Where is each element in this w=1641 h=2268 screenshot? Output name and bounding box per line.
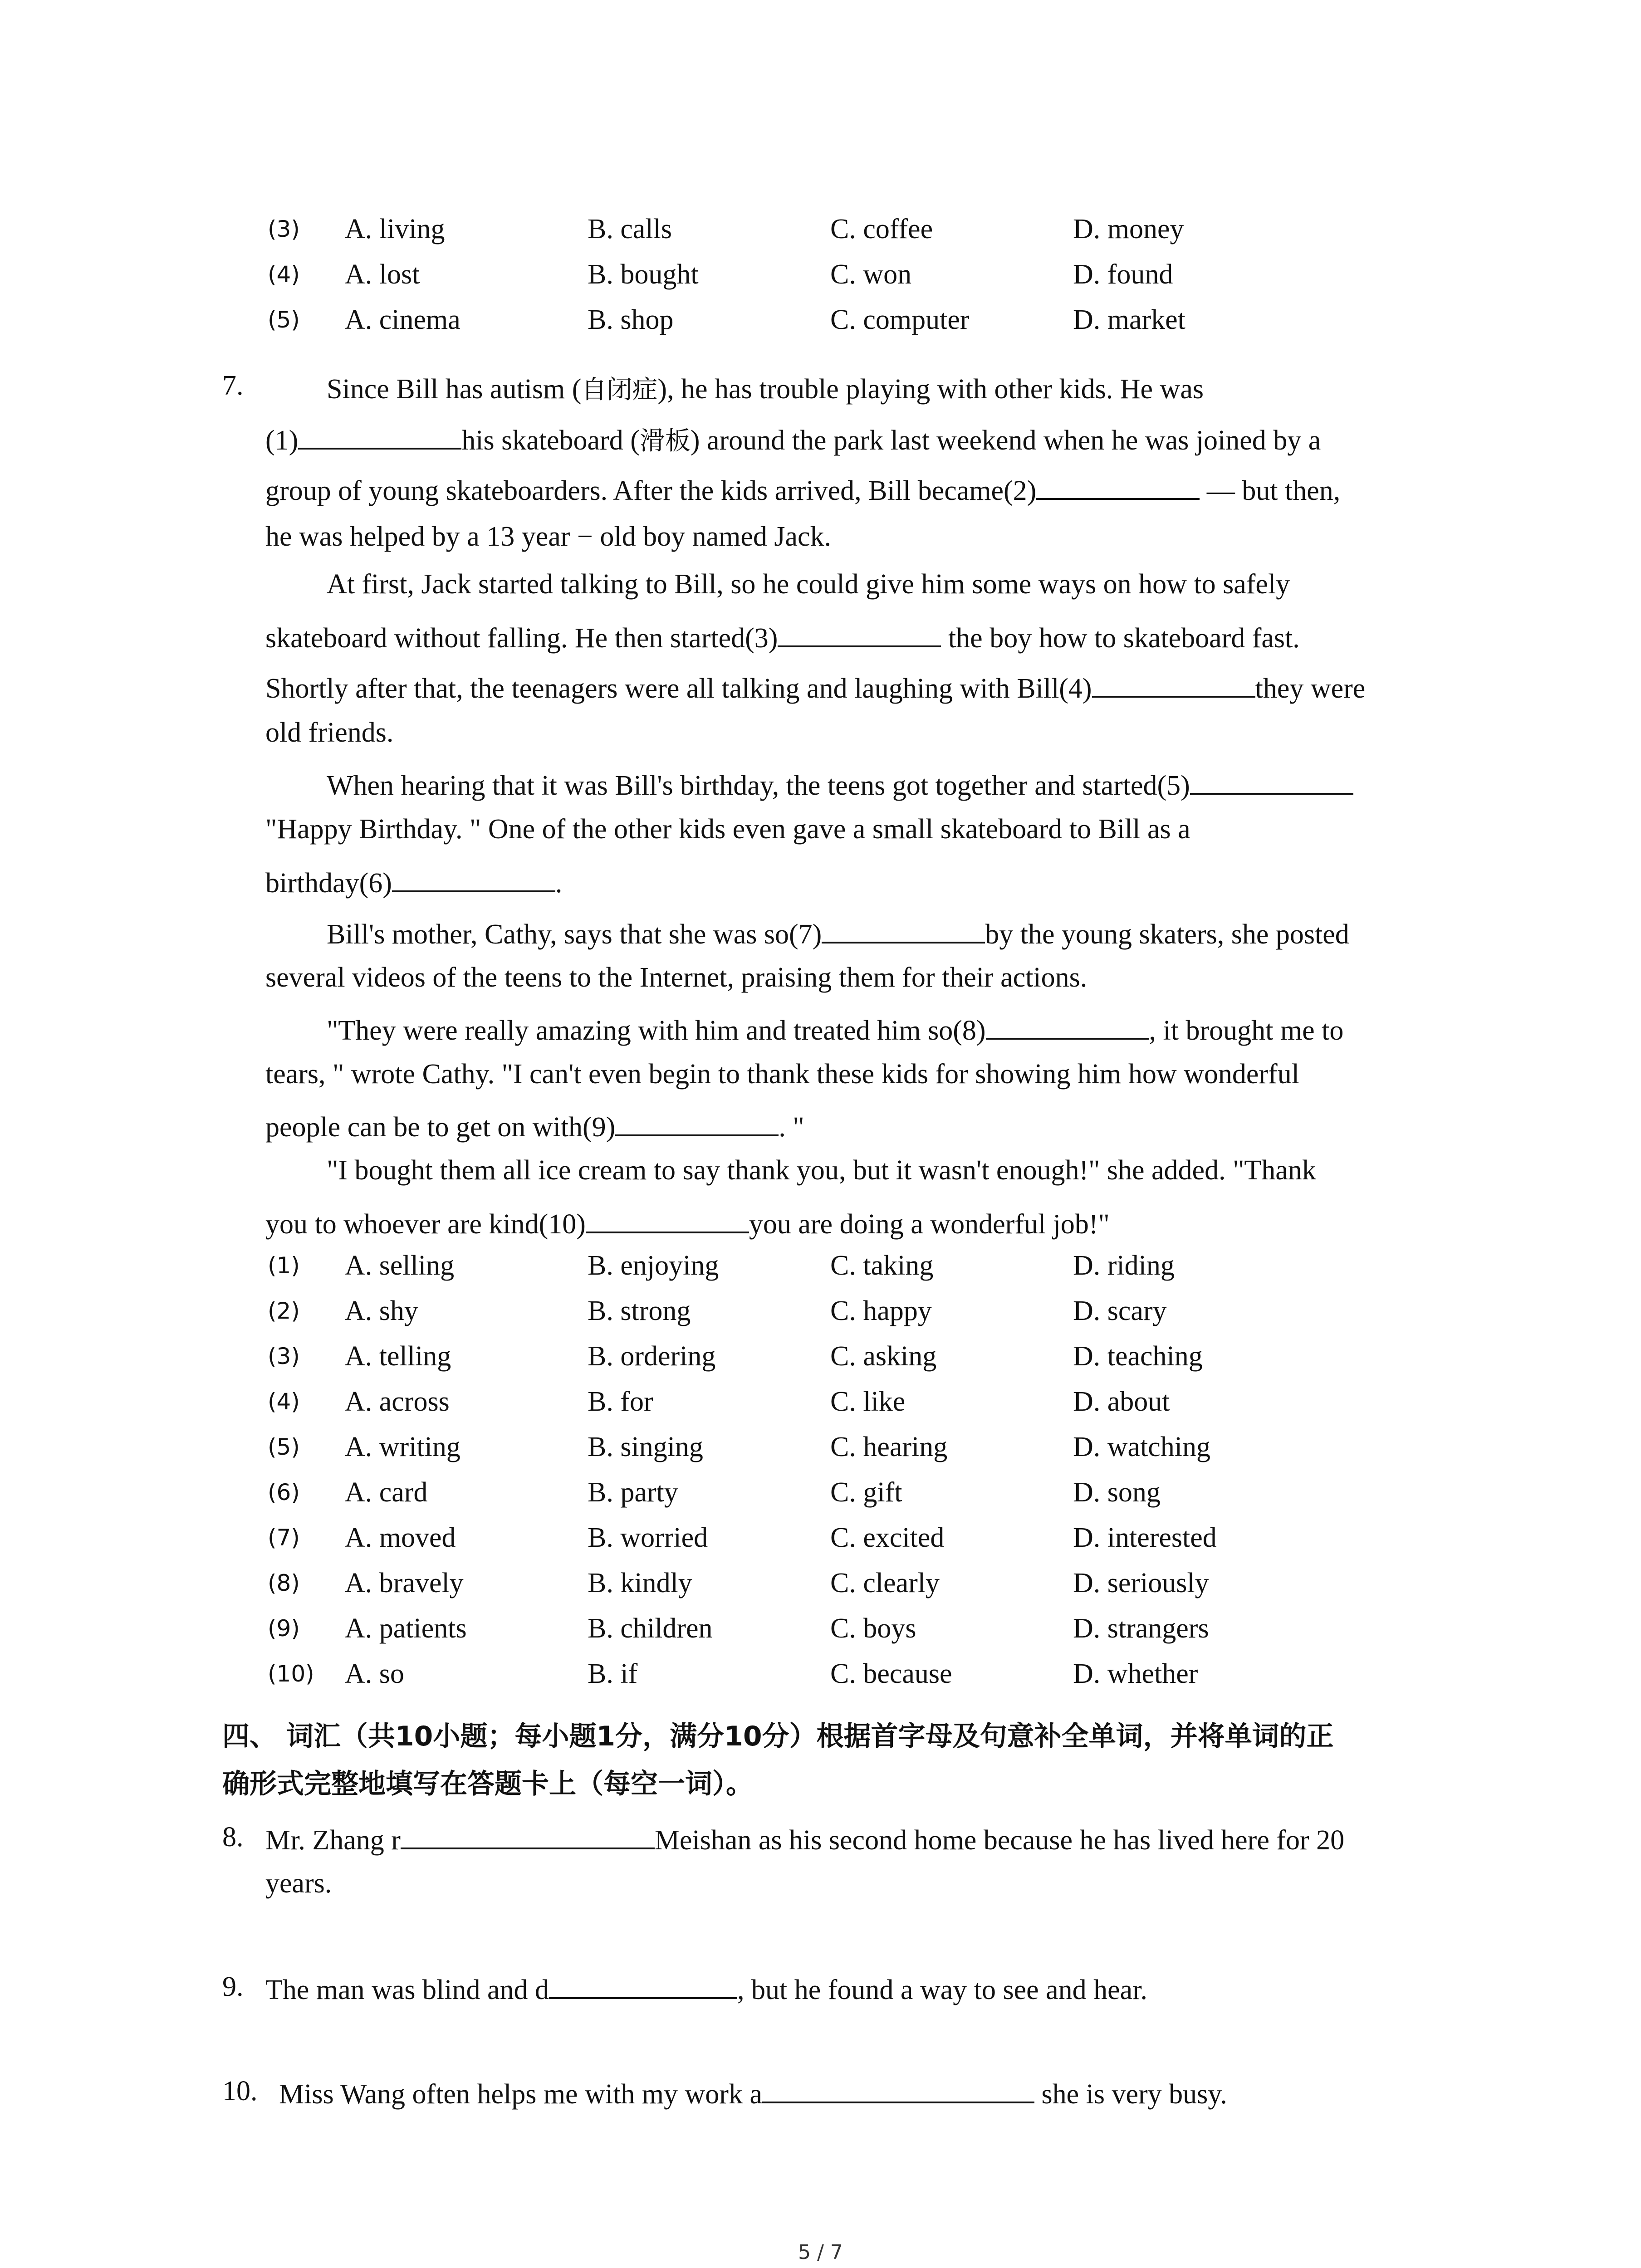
option-number: (5)	[268, 307, 300, 333]
option-d: D. strangers	[1073, 1613, 1209, 1644]
option-row	[268, 1658, 1538, 1694]
option-c: C. won	[830, 259, 912, 290]
option-a: A. so	[345, 1658, 404, 1689]
text: people can be to get on with(9)	[265, 1112, 616, 1143]
text: ), he has trouble playing with other kids. He was	[657, 374, 1204, 405]
option-d: D. teaching	[1073, 1341, 1203, 1372]
passage-line: he was helped by a 13 year − old boy named Jack.	[265, 521, 832, 552]
option-c: C. excited	[830, 1522, 945, 1553]
question-number: 7.	[222, 370, 244, 401]
text: . "	[779, 1112, 804, 1143]
text: you are doing a wonderful job!"	[749, 1209, 1110, 1240]
option-a: A. shy	[345, 1295, 418, 1326]
option-d: D. riding	[1073, 1250, 1175, 1281]
passage-line	[265, 619, 1300, 655]
option-row	[268, 1613, 1538, 1649]
text: The man was blind and d	[265, 1975, 549, 2005]
option-b: B. shop	[588, 304, 674, 335]
option-b: B. worried	[588, 1522, 708, 1553]
section-heading: 四、 词汇（共10小题；每小题1分，满分10分）根据首字母及句意补全单词，并将单词的正	[222, 1721, 1334, 1752]
option-row	[268, 1250, 1538, 1286]
option-a: A. living	[345, 214, 445, 244]
passage-line	[265, 864, 562, 899]
answer-blank-5[interactable]	[1190, 767, 1353, 795]
text: Bill's mother, Cathy, says that she was so(7)	[327, 919, 822, 950]
passage-line	[265, 1108, 804, 1144]
answer-blank-10[interactable]	[586, 1205, 749, 1233]
option-d: D. found	[1073, 259, 1173, 290]
question-number: 9.	[222, 1971, 244, 2002]
option-a: A. moved	[345, 1522, 456, 1553]
option-number: (4)	[268, 1388, 300, 1415]
option-a: A. lost	[345, 259, 420, 290]
option-number: (2)	[268, 1298, 300, 1324]
option-b: B. if	[588, 1658, 638, 1689]
option-row	[268, 213, 1538, 249]
answer-blank-q8[interactable]	[401, 1821, 655, 1849]
text: , it brought me to	[1149, 1015, 1344, 1046]
option-d: D. song	[1073, 1477, 1161, 1508]
text: group of young skateboarders. After the kids arrived, Bill became(2)	[265, 475, 1037, 506]
text: the boy how to skateboard fast.	[941, 623, 1300, 654]
option-b: B. strong	[588, 1295, 691, 1326]
answer-blank-1[interactable]	[298, 421, 461, 450]
option-d: D. market	[1073, 304, 1185, 335]
option-a: A. patients	[345, 1613, 467, 1644]
passage-line: tears, " wrote Cathy. "I can't even begin to thank these kids for showing him how wonderful	[265, 1059, 1299, 1090]
option-a: A. cinema	[345, 304, 460, 335]
passage-line	[265, 421, 1321, 457]
option-b: B. children	[588, 1613, 713, 1644]
option-a: A. writing	[345, 1432, 460, 1462]
option-d: D. about	[1073, 1386, 1170, 1417]
answer-blank-8[interactable]	[986, 1012, 1149, 1040]
text: Mr. Zhang r	[265, 1825, 401, 1856]
option-c: C. asking	[830, 1341, 937, 1372]
blank-number: (1)	[265, 425, 299, 456]
option-number: (9)	[268, 1615, 300, 1642]
question-9-line	[265, 1971, 1147, 2006]
passage-line	[265, 1205, 1110, 1241]
passage-line: several videos of the teens to the Internet, praising them for their actions.	[265, 962, 1087, 993]
text: Meishan as his second home because he has lived here for 20	[654, 1825, 1345, 1856]
text: — but then,	[1200, 475, 1341, 506]
option-row	[268, 1476, 1538, 1513]
text: Shortly after that, the teenagers were all talking and laughing with Bill(4)	[265, 673, 1092, 704]
option-b: B. for	[588, 1386, 653, 1417]
text: , but he found a way to see and hear.	[737, 1975, 1147, 2005]
option-number: (4)	[268, 261, 300, 288]
text: you to whoever are kind(10)	[265, 1209, 586, 1240]
option-c: C. clearly	[830, 1568, 940, 1598]
option-c: C. gift	[830, 1477, 902, 1508]
page-number: 5 / 7	[798, 2241, 843, 2264]
question-number: 8.	[222, 1822, 244, 1853]
option-c: C. boys	[830, 1613, 916, 1644]
option-number: (3)	[268, 1343, 300, 1369]
option-c: C. because	[830, 1658, 952, 1689]
passage-line	[327, 1012, 1343, 1047]
question-8-line	[265, 1821, 1344, 1857]
option-b: B. kindly	[588, 1568, 692, 1598]
answer-blank-q9[interactable]	[549, 1971, 737, 1999]
option-c: C. like	[830, 1386, 906, 1417]
option-row	[268, 304, 1538, 340]
passage-line: At first, Jack started talking to Bill, so he could give him some ways on how to safely	[327, 569, 1290, 600]
question-number: 10.	[222, 2076, 258, 2107]
option-b: B. bought	[588, 259, 699, 290]
answer-blank-3[interactable]	[778, 619, 941, 647]
text: ) around the park last weekend when he was joined by a	[690, 425, 1321, 456]
answer-blank-4[interactable]	[1092, 670, 1255, 698]
text: When hearing that it was Bill's birthday, the teens got together and started(5)	[327, 770, 1190, 801]
option-d: D. seriously	[1073, 1568, 1209, 1598]
option-b: B. singing	[588, 1432, 703, 1462]
option-a: A. bravely	[345, 1568, 464, 1598]
text: his skateboard (	[461, 425, 640, 456]
text: Miss Wang often helps me with my work a	[279, 2079, 762, 2110]
option-d: D. watching	[1073, 1432, 1211, 1462]
text: she is very busy.	[1034, 2079, 1227, 2110]
option-number: (1)	[268, 1252, 300, 1279]
option-row	[268, 1340, 1538, 1377]
question-8-line: years.	[265, 1868, 332, 1899]
text: "They were really amazing with him and treated him so(8)	[327, 1015, 986, 1046]
text: birthday(6)	[265, 868, 392, 899]
passage-line: old friends.	[265, 717, 394, 748]
passage-line	[327, 767, 1353, 802]
option-number: (10)	[268, 1661, 314, 1687]
section-heading: 确形式完整地填写在答题卡上（每空一词）。	[222, 1768, 753, 1800]
option-b: B. enjoying	[588, 1250, 719, 1281]
chinese-gloss: 自闭症	[581, 375, 658, 405]
passage-line: "Happy Birthday. " One of the other kids even gave a small skateboard to Bill as a	[265, 814, 1190, 845]
answer-blank-2[interactable]	[1036, 472, 1200, 500]
passage-line	[265, 472, 1340, 507]
option-row	[268, 1386, 1538, 1422]
option-a: A. card	[345, 1477, 428, 1508]
option-b: B. calls	[588, 214, 672, 244]
option-a: A. across	[345, 1386, 450, 1417]
passage-line: "I bought them all ice cream to say thank you, but it wasn't enough!" she added. "Thank	[327, 1155, 1316, 1186]
answer-blank-q10[interactable]	[762, 2075, 1034, 2103]
option-d: D. whether	[1073, 1658, 1198, 1689]
option-c: C. computer	[830, 304, 970, 335]
text: .	[555, 868, 563, 899]
option-c: C. coffee	[830, 214, 933, 244]
option-number: (7)	[268, 1525, 300, 1551]
option-row	[268, 259, 1538, 295]
option-number: (5)	[268, 1434, 300, 1460]
option-number: (6)	[268, 1479, 300, 1505]
passage-line	[327, 915, 1349, 951]
option-c: C. taking	[830, 1250, 934, 1281]
option-b: B. party	[588, 1477, 678, 1508]
text: by the young skaters, she posted	[985, 919, 1349, 950]
option-a: A. selling	[345, 1250, 455, 1281]
option-c: C. happy	[830, 1295, 932, 1326]
question-10-line	[279, 2075, 1227, 2111]
answer-blank-7[interactable]	[822, 915, 985, 943]
option-number: (3)	[268, 216, 300, 242]
option-row	[268, 1522, 1538, 1558]
text: Since Bill has autism (	[327, 374, 582, 405]
option-row	[268, 1295, 1538, 1331]
answer-blank-6[interactable]	[392, 864, 555, 892]
option-row	[268, 1431, 1538, 1467]
option-d: D. money	[1073, 214, 1184, 244]
option-row	[268, 1567, 1538, 1603]
passage-line	[327, 370, 1204, 406]
chinese-gloss: 滑板	[639, 426, 691, 456]
passage-line	[265, 670, 1365, 705]
option-d: D. scary	[1073, 1295, 1167, 1326]
option-a: A. telling	[345, 1341, 451, 1372]
option-c: C. hearing	[830, 1432, 948, 1462]
answer-blank-9[interactable]	[615, 1108, 779, 1136]
text: skateboard without falling. He then started(3)	[265, 623, 778, 654]
option-d: D. interested	[1073, 1522, 1217, 1553]
text: they were	[1255, 673, 1366, 704]
option-b: B. ordering	[588, 1341, 716, 1372]
option-number: (8)	[268, 1570, 300, 1596]
